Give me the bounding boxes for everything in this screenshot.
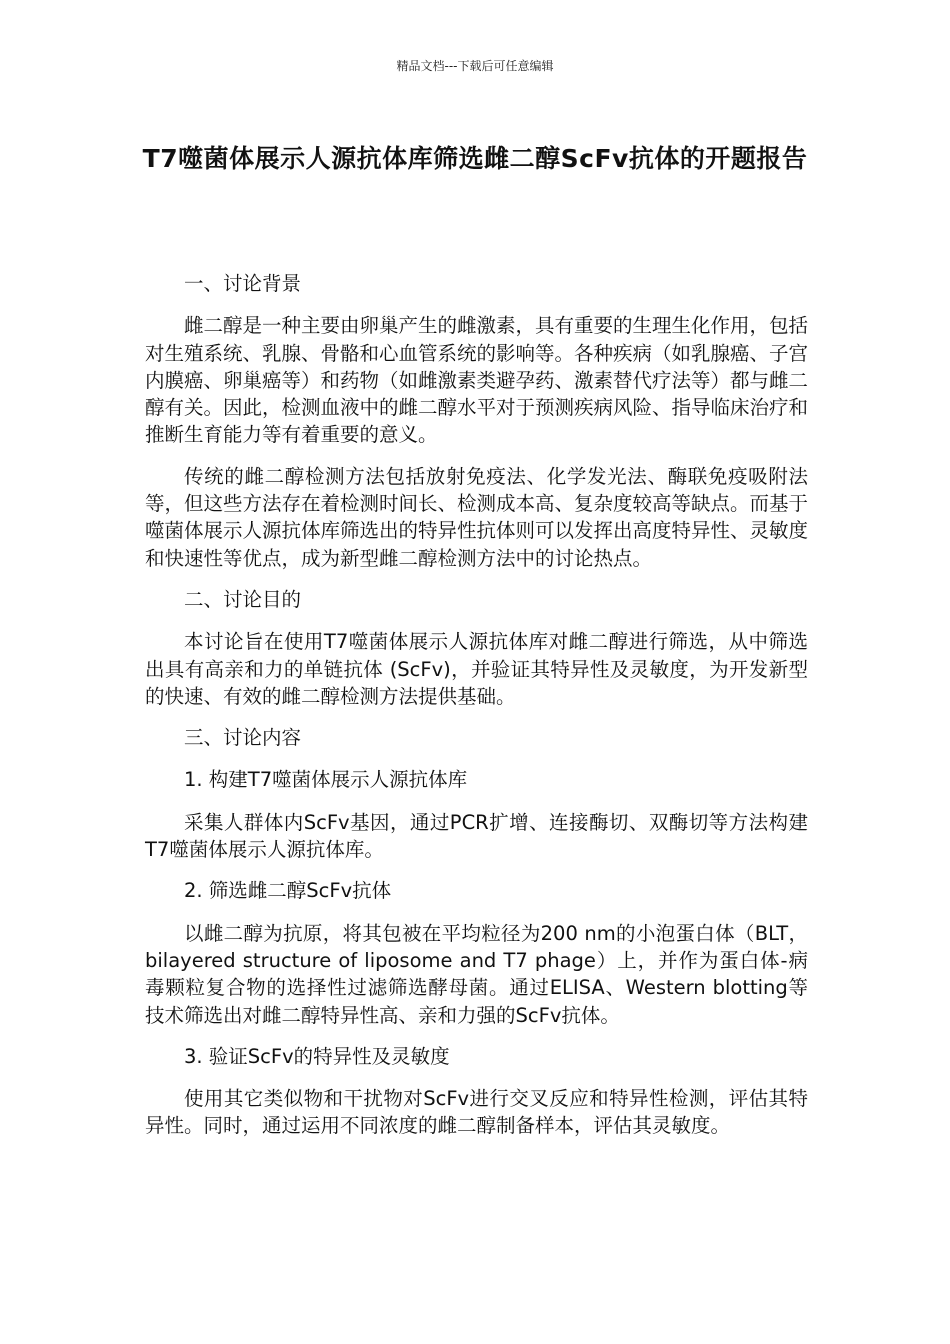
paragraph-background-2: 传统的雌二醇检测方法包括放射免疫法、化学发光法、酶联免疫吸附法等，但这些方法存在着检测时间长、检测成本高、复杂度较高等缺点。而基于噬菌体展示人源抗体库筛选出的特异性抗体则可以发挥出高度特异性、灵敏度和快速性等优点，成为新型雌二醇检测方法中的讨论热点。 bbox=[145, 464, 809, 570]
page-header: 精品文档---下载后可任意编辑 bbox=[396, 59, 554, 73]
paragraph-background-1: 雌二醇是一种主要由卵巢产生的雌激素，具有重要的生理生化作用，包括对生殖系统、乳腺、骨骼和心血管系统的影响等。各种疾病（如乳腺癌、子宫内膜癌、卵巢癌等）和药物（如雌激素类避孕药、激素替代疗法等）都与雌二醇有关。因此，检测血液中的雌二醇水平对于预测疾病风险、指导临床治疗和推断生育能力等有着重要的意义。 bbox=[145, 314, 809, 447]
paragraph-screen-antibody: 以雌二醇为抗原，将其包被在平均粒径为200 nm的小泡蛋白体（BLT，bilayered structure of liposome and T7 phage）上，并作为蛋白体-病毒颗粒复合物的选择性过滤筛选酵母菌。通过ELISA、Western blotting等技术筛选出对雌二醇特异性高、亲和力强的ScFv抗体。 bbox=[145, 921, 808, 1027]
subheading-verify: 3. 验证ScFv的特异性及灵敏度 bbox=[184, 1044, 450, 1068]
document-body bbox=[145, 270, 808, 1154]
paragraph-verify: 使用其它类似物和干扰物对ScFv进行交叉反应和特异性检测，评估其特异性。同时，通过运用不同浓度的雌二醇制备样本，评估其灵敏度。 bbox=[145, 1087, 808, 1138]
section-heading-content: 三、讨论内容 bbox=[184, 726, 302, 750]
section-heading-background: 一、讨论背景 bbox=[184, 272, 302, 295]
document-title: T7噬菌体展示人源抗体库筛选雌二醇ScFv抗体的开题报告 bbox=[142, 144, 808, 173]
paragraph-build-library: 采集人群体内ScFv基因，通过PCR扩增、连接酶切、双酶切等方法构建T7噬菌体展示人源抗体库。 bbox=[145, 810, 808, 862]
subheading-screen-antibody: 2. 筛选雌二醇ScFv抗体 bbox=[184, 879, 392, 903]
section-heading-purpose: 二、讨论目的 bbox=[184, 587, 302, 611]
subheading-build-library: 1. 构建T7噬菌体展示人源抗体库 bbox=[184, 768, 468, 792]
paragraph-purpose: 本讨论旨在使用T7噬菌体展示人源抗体库对雌二醇进行筛选，从中筛选出具有高亲和力的单链抗体 (ScFv)，并验证其特异性及灵敏度，为开发新型的快速、有效的雌二醇检测方法提供基础。 bbox=[145, 630, 808, 708]
